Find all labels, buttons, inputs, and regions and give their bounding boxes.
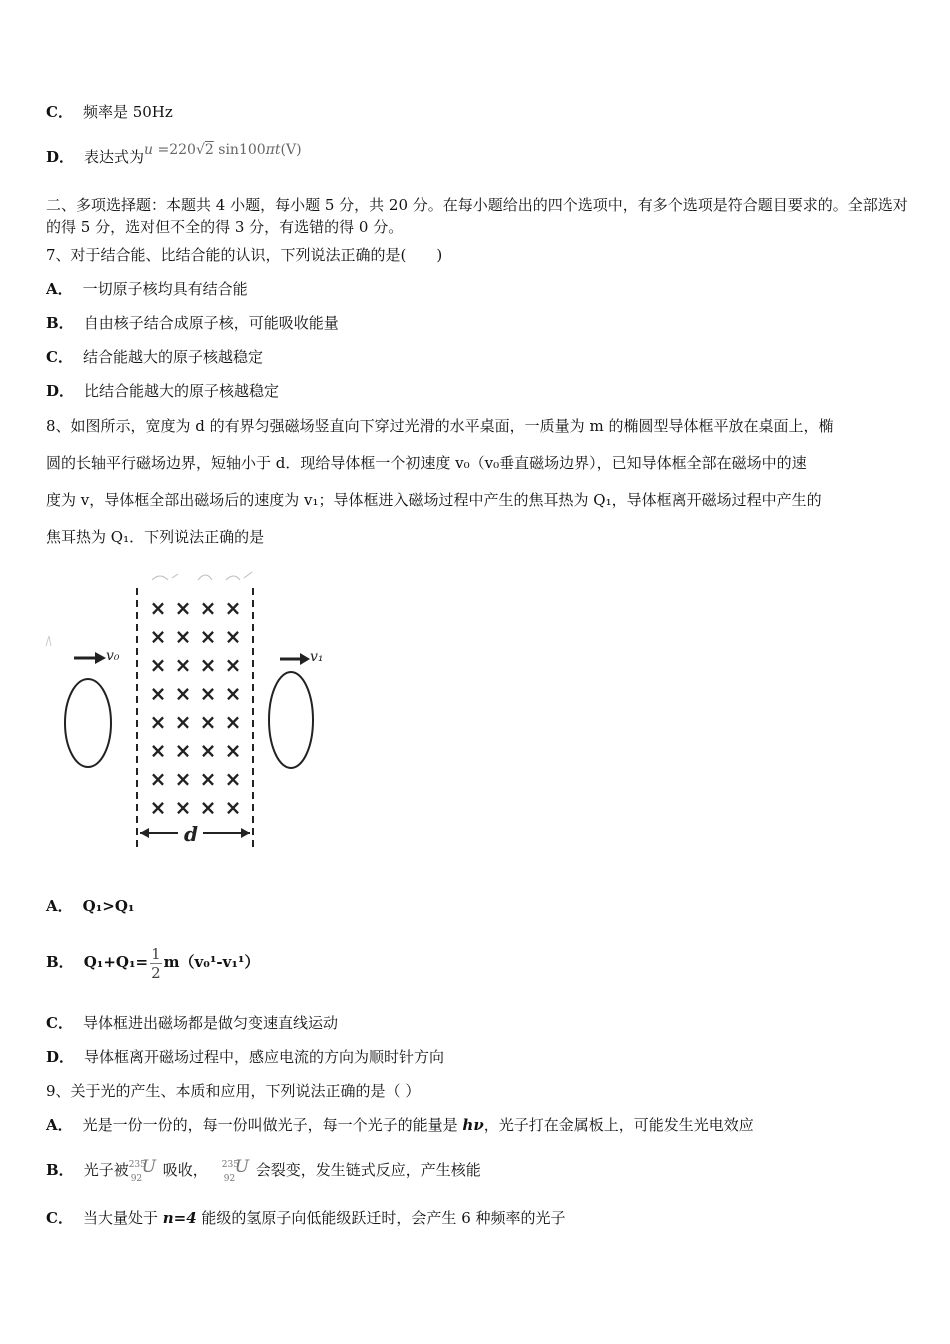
field-cross-mark: × (174, 596, 192, 620)
field-cross-mark: × (224, 596, 242, 620)
option-letter: C． (46, 1014, 73, 1032)
option-text-prefix: Q₁+Q₁= (83, 953, 149, 971)
fraction-numerator: 1 (151, 944, 161, 963)
option-text: 光是一份一份的，每一份叫做光子，每一个光子的能量是 (82, 1116, 463, 1134)
option-text: 一切原子核均具有结合能 (82, 280, 248, 298)
option-text: 当大量处于 (82, 1209, 163, 1227)
q7-option-c (46, 346, 263, 368)
field-cross-mark: × (174, 795, 192, 820)
option-letter: C． (46, 103, 73, 121)
fraction-half (150, 945, 162, 982)
q8-stem-line-3: 度为 v，导体框全部出磁场后的速度为 v₁；导体框进入磁场过程中产生的焦耳热为 Q₁，导体框离开磁场过程中产生的 (46, 491, 822, 509)
q8-stem-line-2: 圆的长轴平行磁场边界，短轴小于 d．现给导体框一个初速度 v₀（v₀垂直磁场边界），已知导体框全部在磁场中的速 (46, 454, 807, 472)
field-cross-mark: × (149, 596, 167, 620)
option-text-2: 能级的氢原子向低能级跃迁时，会产生 6 种频率的光子 (196, 1209, 566, 1227)
option-text: 频率是 50Hz (82, 103, 173, 121)
uranium-isotope: 235 92 U (221, 1157, 250, 1184)
field-cross-mark: × (199, 653, 217, 677)
faded-mark-left (46, 636, 51, 646)
d-label: d (184, 822, 198, 846)
q7-stem: 7、对于结合能、比结合能的认识，下列说法正确的是( ) (46, 246, 443, 264)
option-letter: A． (46, 1116, 73, 1134)
field-cross-mark: × (149, 710, 167, 734)
q7-option-a (46, 278, 248, 300)
field-cross-mark: × (224, 681, 242, 706)
arrow-right-icon (280, 653, 310, 665)
q9-option-a (46, 1114, 754, 1136)
q8-option-a (46, 895, 134, 917)
option-text: 导体框离开磁场过程中，感应电流的方向为顺时针方向 (84, 1048, 445, 1066)
q9-option-b (46, 1155, 481, 1185)
field-cross-mark: × (199, 681, 217, 706)
option-text: Q₁>Q₁ (82, 897, 135, 915)
uranium-isotope: 235 92 U (128, 1157, 157, 1184)
option-letter: B． (46, 953, 74, 971)
option-c-prev (46, 101, 173, 123)
field-cross-mark: × (174, 653, 192, 677)
option-text: 自由核子结合成原子核，可能吸收能量 (83, 314, 339, 332)
option-letter: D． (46, 148, 75, 166)
field-cross-mark: × (224, 653, 242, 677)
field-cross-mark: × (199, 767, 217, 791)
ellipse-frame-right (269, 672, 313, 768)
section-heading: 二、多项选择题：本题共 4 小题，每小题 5 分，共 20 分。在每小题给出的四个选项中，有多个选项是符合题目要求的。全部选对的得 5 分，选对但不全的得 3 分，有选错的得 0 分。 (46, 196, 908, 236)
option-text: 表达式为 (84, 148, 145, 166)
field-cross-mark: × (149, 795, 167, 820)
field-cross-mark: × (149, 738, 167, 763)
option-text: 结合能越大的原子核越稳定 (82, 348, 263, 366)
n-equals: n=4 (162, 1209, 197, 1227)
cross-grid (150, 596, 242, 820)
option-letter: C． (46, 1209, 73, 1227)
figure-svg (40, 568, 360, 853)
q9-stem: 9、关于光的产生、本质和应用，下列说法正确的是（ ） (46, 1082, 421, 1100)
field-cross-mark: × (224, 767, 242, 791)
field-cross-mark: × (174, 624, 192, 649)
v0-label: v₀ (106, 648, 120, 664)
option-letter: C． (46, 348, 73, 366)
v1-label: v₁ (310, 649, 324, 665)
field-cross-mark: × (224, 738, 242, 763)
option-letter: D． (46, 1048, 75, 1066)
field-cross-mark: × (174, 681, 192, 706)
field-cross-mark: × (199, 596, 217, 620)
field-cross-mark: × (199, 795, 217, 820)
magnetic-field-figure (40, 568, 360, 857)
ellipse-frame-left (65, 679, 111, 767)
hv-symbol: hν (462, 1116, 484, 1134)
q8-stem-line-4: 焦耳热为 Q₁．下列说法正确的是 (46, 528, 265, 546)
field-cross-mark: × (224, 795, 242, 820)
q8-option-c (46, 1012, 338, 1034)
sqrt-sign: √ (195, 142, 205, 158)
q7-option-b (46, 312, 339, 334)
field-cross-mark: × (149, 767, 167, 791)
field-cross-mark: × (199, 710, 217, 734)
field-cross-mark: × (199, 738, 217, 763)
option-text: 导体框进出磁场都是做匀变速直线运动 (82, 1014, 338, 1032)
field-cross-mark: × (149, 681, 167, 706)
option-letter: A． (46, 280, 73, 298)
option-d-prev (46, 142, 302, 169)
option-text-2: ，光子打在金属板上，可能发生光电效应 (483, 1116, 754, 1134)
arrow-right-icon (74, 652, 106, 664)
option-letter: D． (46, 382, 75, 400)
option-text: 比结合能越大的原子核越稳定 (84, 382, 280, 400)
field-cross-mark: × (174, 738, 192, 763)
option-letter: B． (46, 1161, 74, 1179)
formula-u: u =220√2 sin100πt(V) (144, 142, 302, 158)
option-text-suffix: m（v₀¹-v₁¹） (163, 953, 260, 971)
field-cross-mark: × (199, 624, 217, 649)
option-text-2: 吸收， (162, 1161, 208, 1179)
option-letter: A． (46, 897, 73, 915)
field-cross-mark: × (174, 710, 192, 734)
q8-stem-line-1: 8、如图所示，宽度为 d 的有界匀强磁场竖直向下穿过光滑的水平桌面，一质量为 m 的椭圆型导体框平放在桌面上，椭 (46, 417, 834, 435)
field-cross-mark: × (149, 624, 167, 649)
q8-option-b (46, 940, 259, 984)
fraction-denominator: 2 (151, 963, 161, 982)
faded-marks (152, 572, 252, 580)
q9-option-c (46, 1207, 566, 1229)
field-cross-mark: × (149, 653, 167, 677)
q7-option-d (46, 380, 279, 402)
option-text: 光子被 (83, 1161, 129, 1179)
field-cross-mark: × (224, 624, 242, 649)
field-cross-mark: × (224, 710, 242, 734)
option-text-3: 会裂变，发生链式反应，产生核能 (255, 1161, 481, 1179)
field-cross-mark: × (174, 767, 192, 791)
q8-option-d (46, 1046, 444, 1068)
option-letter: B． (46, 314, 74, 332)
